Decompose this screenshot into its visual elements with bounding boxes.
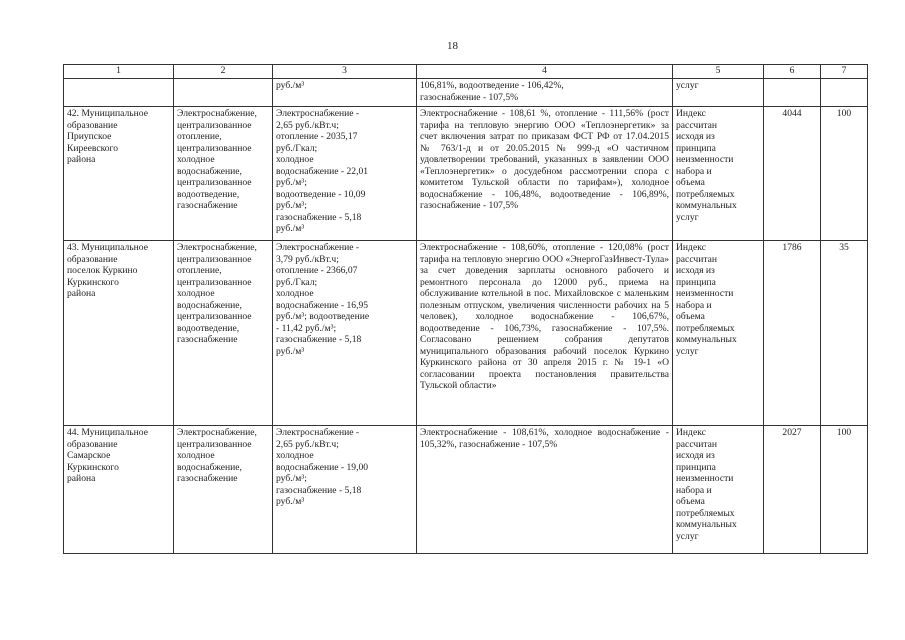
tariff-cell: руб./м³ (273, 79, 417, 107)
column-header: 3 (273, 65, 417, 79)
utilities-cell: Электроснабжение, централизованное отопление, централизованное холодное водоснабжение, централизованное водоотведение, газоснабжение (174, 107, 273, 241)
index-note-cell: Индекс рассчитан исходя из принципа неизменности набора и объема потребляемых коммунальных услуг (673, 241, 764, 426)
index-note-cell: Индекс рассчитан исходя из принципа неизменности набора и объема потребляемых коммунальных услуг (673, 426, 764, 554)
column-header: 2 (174, 65, 273, 79)
table-row (64, 426, 868, 554)
tariff-table (63, 64, 868, 554)
column-header: 5 (673, 65, 764, 79)
column-header: 6 (764, 65, 821, 79)
population-cell (764, 79, 821, 107)
population-cell: 4044 (764, 107, 821, 241)
tariff-cell: Электроснабжение - 2,65 руб./кВт.ч; холодное водоснабжение - 19,00 руб./м³; газоснабжение - 5,18 руб./м³ (273, 426, 417, 554)
municipality-cell: 42. Муниципальное образование Приупское Киреевского района (64, 107, 174, 241)
table-header-row (64, 65, 868, 79)
municipality-cell (64, 79, 174, 107)
municipality-cell: 43. Муниципальное образование поселок Куркино Куркинского района (64, 241, 174, 426)
growth-description-cell: Электроснабжение - 108,61 %, отопление - 111,56% (рост тарифа на тепловую энергию ООО «Теплоэнергетик» за счет включения затрат по приказам ФСТ РФ от 17.04.2015 № 763/1-д и от 20.05.2015 № 999-д «О частичном удовлетворении требований, указанных в заявлении ООО «Теплоэнергетик» о досудебном рассмотрении спора с комитетом Тульской области по тарифам»), холодное водоснабжение - 106,48%, водоотведение - 106,89%, газоснабжение - 107,5% (417, 107, 673, 241)
tariff-cell: Электроснабжение - 2,65 руб./кВт.ч; отопление - 2035,17 руб./Гкал; холодное водоснабжение - 22,01 руб./м³; водоотведение - 10,09 руб./м³; газоснабжение - 5,18 руб./м³ (273, 107, 417, 241)
continuation-row (64, 79, 868, 107)
population-cell: 1786 (764, 241, 821, 426)
growth-description-cell: Электроснабжение - 108,60%, отопление - 120,08% (рост тарифа на тепловую энергию ООО «ЭнергоГазИнвест-Тула» за счет доведения зарплаты основного рабочего и ремонтного персонала до 12000 руб., приема на обслуживание котельной в пос. Михайловское с маленьким полезным отпуском, увеличения численности рабочих на 5 человек), холодное водоснабжение - 106,67%, водоотведение - 106,73%, газоснабжение - 107,5%. Согласовано решением собрания депутатов муниципального образования рабочий поселок Куркино Куркинского района от 30 апреля 2015 г. № 19-1 «О согласовании проекта постановления правительства Тульской области» (417, 241, 673, 426)
municipality-cell: 44. Муниципальное образование Самарское Куркинского района (64, 426, 174, 554)
percent-cell: 100 (821, 107, 868, 241)
column-header: 1 (64, 65, 174, 79)
index-note-cell: Индекс рассчитан исходя из принципа неизменности набора и объема потребляемых коммунальных услуг (673, 107, 764, 241)
table-row (64, 107, 868, 241)
percent-cell: 100 (821, 426, 868, 554)
index-note-cell: услуг (673, 79, 764, 107)
utilities-cell: Электроснабжение, централизованное холодное водоснабжение, газоснабжение (174, 426, 273, 554)
growth-description-cell: 106,81%, водоотведение - 106,42%, газоснабжение - 107,5% (417, 79, 673, 107)
table-row (64, 241, 868, 426)
tariff-cell: Электроснабжение - 3,79 руб./кВт.ч; отопление - 2366,07 руб./Гкал; холодное водоснабжение - 16,95 руб./м³; водоотведение - 11,42 руб./м³; газоснабжение - 5,18 руб./м³ (273, 241, 417, 426)
population-cell: 2027 (764, 426, 821, 554)
page-number: 18 (447, 40, 458, 52)
percent-cell: 35 (821, 241, 868, 426)
percent-cell (821, 79, 868, 107)
growth-description-cell: Электроснабжение - 108,61%, холодное водоснабжение - 105,32%, газоснабжение - 107,5% (417, 426, 673, 554)
utilities-cell (174, 79, 273, 107)
utilities-cell: Электроснабжение, централизованное отопление, централизованное холодное водоснабжение, централизованное водоотведение, газоснабжение (174, 241, 273, 426)
column-header: 4 (417, 65, 673, 79)
column-header: 7 (821, 65, 868, 79)
